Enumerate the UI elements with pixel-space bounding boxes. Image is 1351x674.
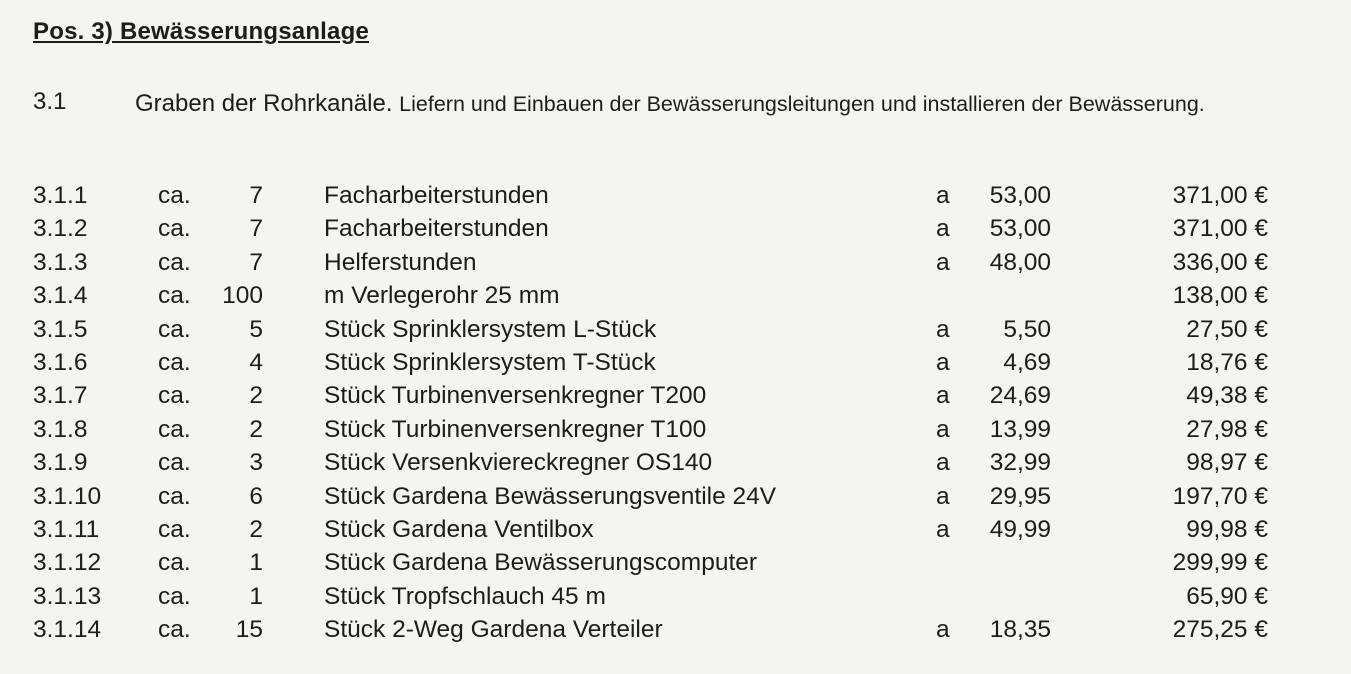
- item-quantity: 7: [249, 248, 263, 276]
- item-number: 3.1.11: [33, 515, 100, 543]
- unit-price: 48,00: [989, 248, 1051, 276]
- unit-price-prefix: a: [936, 315, 950, 343]
- item-total: 98,97 €: [1186, 449, 1268, 477]
- unit-price: 53,00: [989, 182, 1051, 209]
- table-row: [0, 382, 1351, 415]
- item-quantity: 2: [249, 382, 263, 410]
- unit-price: 4,69: [1003, 348, 1051, 376]
- item-total: 138,00 €: [1172, 282, 1268, 310]
- table-row: [0, 215, 1351, 248]
- table-row: [0, 483, 1351, 516]
- item-description: m Verlegerohr 25 mm: [324, 282, 560, 310]
- approx-label: ca.: [158, 549, 191, 577]
- table-row: [0, 449, 1351, 482]
- unit-price: 29,95: [989, 482, 1051, 510]
- table-row: [0, 516, 1351, 549]
- item-number: 3.1.3: [33, 248, 88, 276]
- item-total: 49,38 €: [1186, 382, 1268, 410]
- unit-price: 5,50: [1003, 315, 1051, 343]
- item-total: 275,25 €: [1172, 616, 1268, 644]
- item-number: 3.1.12: [33, 549, 102, 577]
- item-number: 3.1.13: [33, 582, 102, 610]
- item-description: Stück Gardena Bewässerungscomputer: [324, 549, 758, 577]
- unit-price-prefix: a: [936, 182, 950, 209]
- approx-label: ca.: [158, 248, 191, 276]
- item-number: 3.1.10: [33, 482, 102, 510]
- item-description: Stück 2-Weg Gardena Verteiler: [324, 616, 663, 644]
- section-number: 3.1: [33, 88, 67, 115]
- approx-label: ca.: [158, 282, 191, 310]
- table-row: [0, 182, 1351, 215]
- item-description: Stück Tropfschlauch 45 m: [324, 582, 606, 610]
- item-quantity: 4: [249, 348, 263, 376]
- item-quantity: 5: [249, 315, 263, 343]
- item-quantity: 7: [249, 182, 263, 209]
- item-description: Stück Versenkviereckregner OS140: [324, 449, 713, 477]
- approx-label: ca.: [158, 382, 191, 410]
- approx-label: ca.: [158, 515, 191, 543]
- table-row: [0, 416, 1351, 449]
- unit-price-prefix: a: [936, 215, 950, 243]
- item-quantity: 1: [249, 582, 263, 610]
- unit-price: 49,99: [989, 515, 1051, 543]
- approx-label: ca.: [158, 315, 191, 343]
- approx-label: ca.: [158, 582, 191, 610]
- item-number: 3.1.2: [33, 215, 88, 243]
- unit-price: 32,99: [989, 449, 1051, 477]
- item-quantity: 1: [249, 549, 263, 577]
- item-quantity: 2: [249, 515, 263, 543]
- approx-label: ca.: [158, 215, 191, 243]
- item-number: 3.1.7: [33, 382, 88, 410]
- item-number: 3.1.5: [33, 315, 88, 343]
- section-description-lead: Graben der Rohrkanäle.: [135, 90, 393, 117]
- approx-label: ca.: [158, 415, 191, 443]
- unit-price-prefix: a: [936, 248, 950, 276]
- item-number: 3.1.6: [33, 348, 88, 376]
- unit-price: 13,99: [989, 415, 1051, 443]
- item-description: Helferstunden: [324, 248, 477, 276]
- unit-price-prefix: a: [936, 449, 950, 477]
- item-total: 371,00 €: [1172, 215, 1268, 243]
- table-row: [0, 349, 1351, 382]
- approx-label: ca.: [158, 449, 191, 477]
- item-total: 197,70 €: [1172, 482, 1268, 510]
- item-total: 65,90 €: [1186, 582, 1268, 610]
- item-total: 27,50 €: [1186, 315, 1268, 343]
- unit-price: 24,69: [989, 382, 1051, 410]
- approx-label: ca.: [158, 616, 191, 644]
- item-description: Stück Gardena Bewässerungsventile 24V: [324, 482, 777, 510]
- unit-price-prefix: a: [936, 515, 950, 543]
- unit-price-prefix: a: [936, 348, 950, 376]
- item-total: 371,00 €: [1172, 182, 1268, 209]
- item-total: 27,98 €: [1186, 415, 1268, 443]
- line-items-table: [0, 182, 1351, 649]
- item-quantity: 3: [249, 449, 263, 477]
- item-quantity: 2: [249, 415, 263, 443]
- item-description: Facharbeiterstunden: [324, 215, 549, 243]
- item-number: 3.1.4: [33, 282, 88, 310]
- item-description: Stück Turbinenversenkregner T100: [324, 415, 707, 443]
- item-total: 18,76 €: [1186, 348, 1268, 376]
- approx-label: ca.: [158, 482, 191, 510]
- table-row: [0, 583, 1351, 616]
- item-quantity: 6: [249, 482, 263, 510]
- item-number: 3.1.1: [33, 182, 88, 209]
- item-quantity: 7: [249, 215, 263, 243]
- approx-label: ca.: [158, 348, 191, 376]
- table-row: [0, 249, 1351, 282]
- item-total: 99,98 €: [1186, 515, 1268, 543]
- item-description: Facharbeiterstunden: [324, 182, 549, 209]
- unit-price-prefix: a: [936, 415, 950, 443]
- item-number: 3.1.14: [33, 616, 102, 644]
- item-description: Stück Sprinklersystem L-Stück: [324, 315, 657, 343]
- unit-price-prefix: a: [936, 482, 950, 510]
- item-total: 336,00 €: [1172, 248, 1268, 276]
- item-number: 3.1.8: [33, 415, 88, 443]
- item-total: 299,99 €: [1172, 549, 1268, 577]
- item-number: 3.1.9: [33, 449, 88, 477]
- unit-price: 53,00: [989, 215, 1051, 243]
- approx-label: ca.: [158, 182, 191, 209]
- section-description-rest: Liefern und Einbauen der Bewässerungsleitungen und installieren der Bewässerung.: [399, 92, 1205, 116]
- unit-price-prefix: a: [936, 382, 950, 410]
- unit-price: 18,35: [989, 616, 1051, 644]
- table-row: [0, 549, 1351, 582]
- section-description: [135, 88, 1295, 120]
- unit-price-prefix: a: [936, 616, 950, 644]
- item-quantity: 15: [235, 616, 263, 644]
- table-row: [0, 316, 1351, 349]
- table-row: [0, 282, 1351, 315]
- item-quantity: 100: [222, 282, 263, 310]
- item-description: Stück Gardena Ventilbox: [324, 515, 594, 543]
- table-row: [0, 616, 1351, 649]
- item-description: Stück Turbinenversenkregner T200: [324, 382, 707, 410]
- position-heading: Pos. 3) Bewässerungsanlage: [33, 18, 369, 45]
- item-description: Stück Sprinklersystem T-Stück: [324, 348, 656, 376]
